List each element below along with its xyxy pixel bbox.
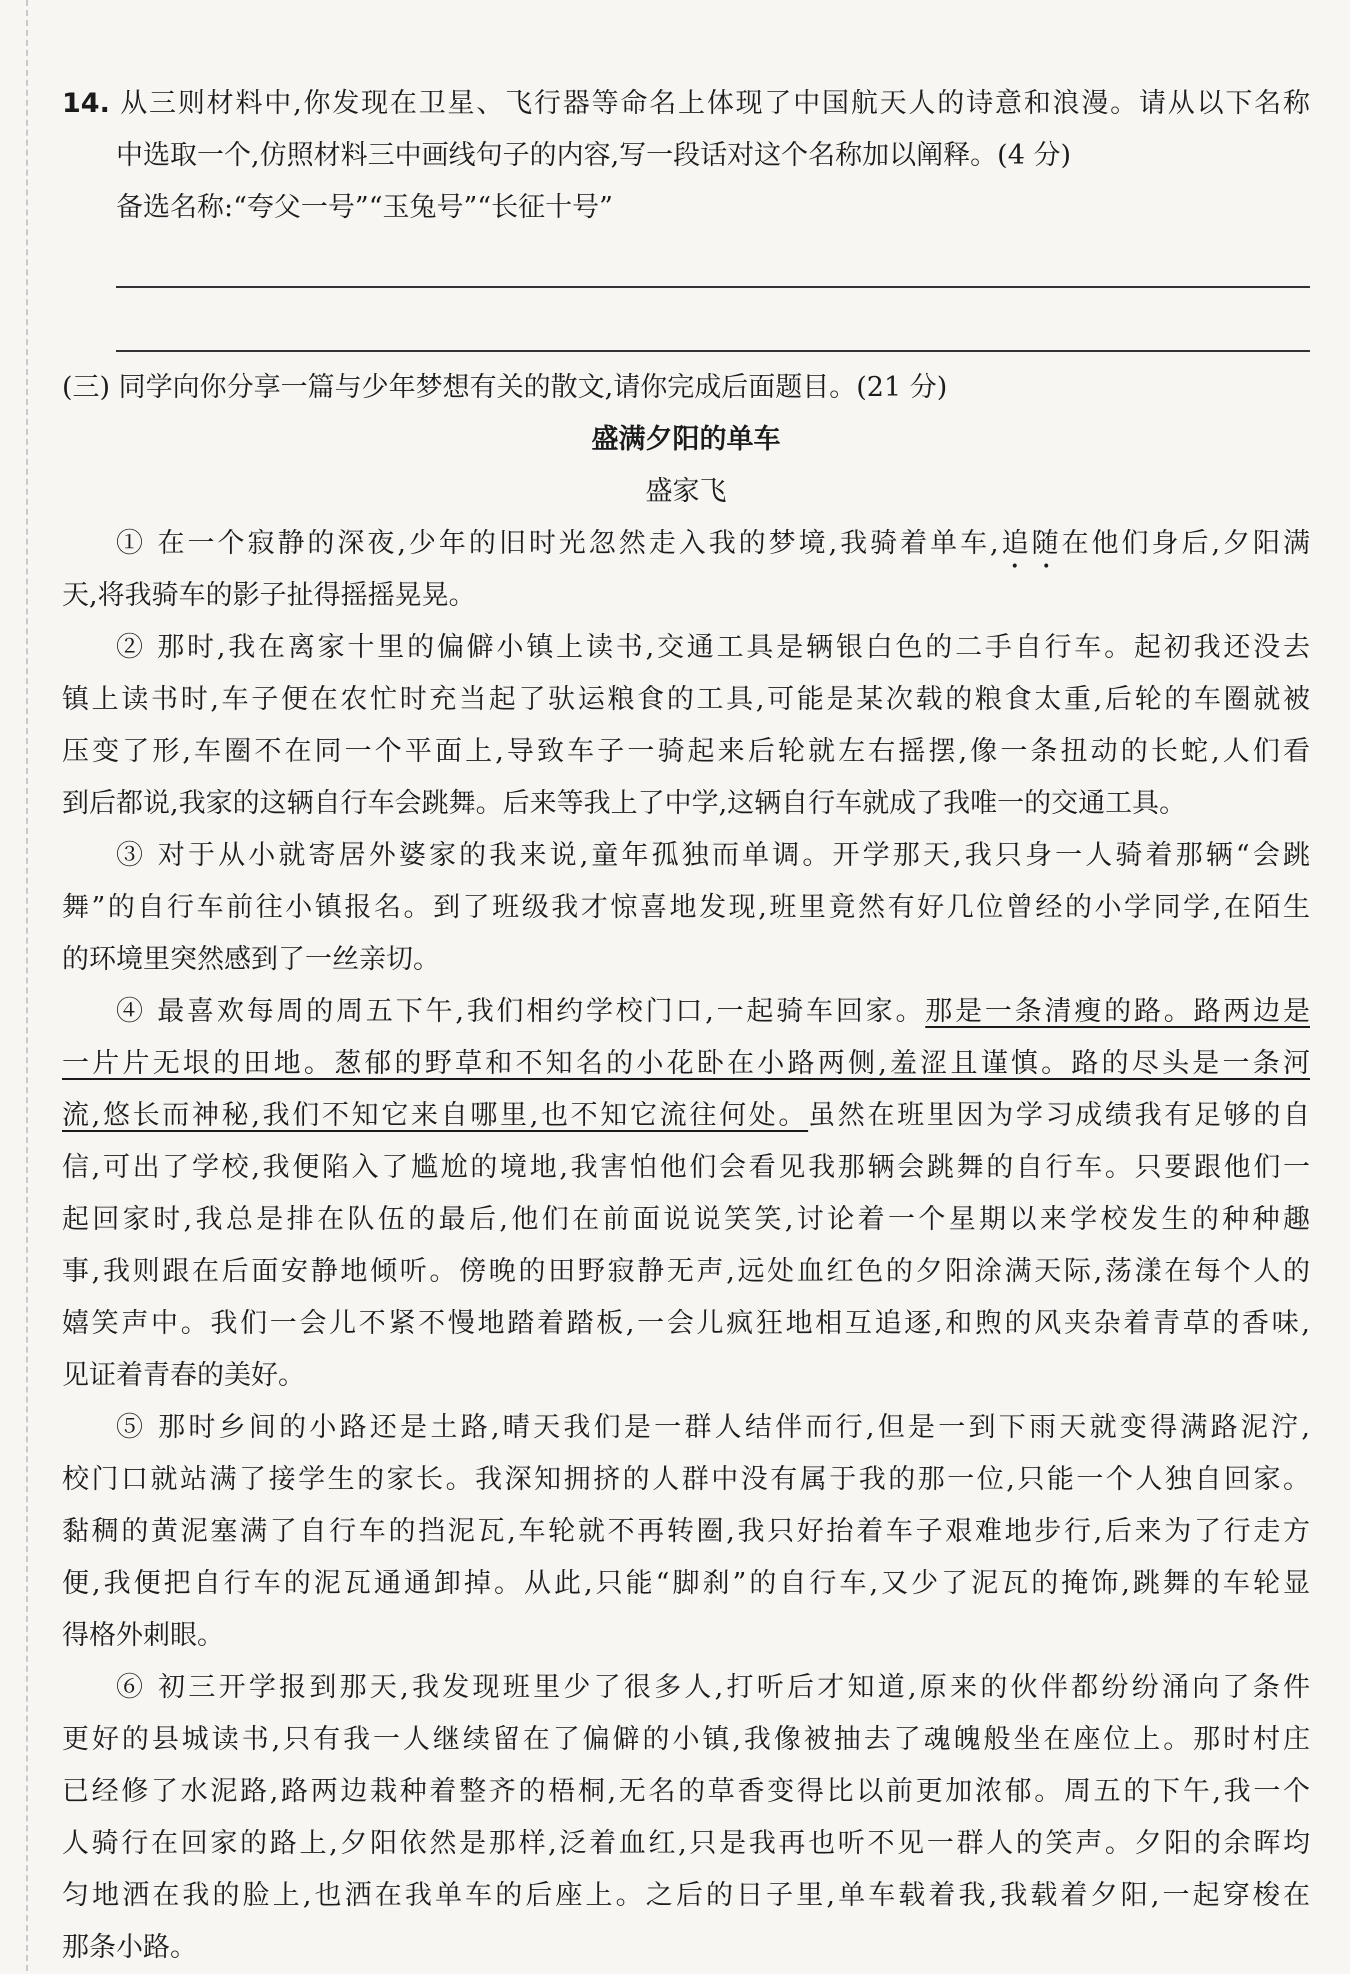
question-14-text-1: 从三则材料中,你发现在卫星、飞行器等命名上体现了中国航天人的诗意和浪漫。请从以下名称 (120, 88, 1310, 119)
paragraph-line: ⑥ 初三开学报到那天,我发现班里少了很多人,打听后才知道,原来的伙伴都纷纷涌向了条件 (116, 1672, 1310, 1703)
article-author: 盛家飞 (645, 476, 727, 507)
underlined-sentence: 那是一条清瘦的路。路两边是 (925, 996, 1310, 1027)
paragraph-line: 起回家时,我总是排在队伍的最后,他们在前面说说笑笑,讨论着一个星期以来学校发生的种种趣 (62, 1204, 1310, 1235)
paragraph-line: 人骑行在回家的路上,夕阳依然是那样,泛着血红,只是我再也听不见一群人的笑声。夕阳的余晖均 (62, 1828, 1310, 1859)
answer-line-1[interactable] (116, 234, 1310, 288)
paragraph-line: 便,我便把自行车的泥瓦通通卸掉。从此,只能“脚刹”的自行车,又少了泥瓦的掩饰,跳舞的车轮显 (62, 1568, 1310, 1599)
paragraph-line: 得格外刺眼。 (62, 1620, 224, 1651)
paragraph-4-line-1 (62, 986, 1310, 1038)
paragraph-line: 校门口就站满了接学生的家长。我深知拥挤的人群中没有属于我的那一位,只能一个人独自回家。 (62, 1464, 1310, 1495)
paragraph-line: 见证着青春的美好。 (62, 1360, 305, 1391)
paragraph-line: 黏稠的黄泥塞满了自行车的挡泥瓦,车轮就不再转圈,我只好抬着车子艰难地步行,后来为了行走方 (62, 1516, 1310, 1547)
paragraph-line: 镇上读书时,车子便在农忙时充当起了驮运粮食的工具,可能是某次载的粮食太重,后轮的车圈就被 (62, 684, 1310, 715)
text-span: 在他们身后,夕阳满 (1061, 528, 1310, 559)
question-14-options: 备选名称:“夸父一号”“玉兔号”“长征十号” (116, 192, 613, 223)
paragraph-line: 压变了形,车圈不在同一个平面上,导致车子一骑起来后轮就左右摇摆,像一条扭动的长蛇,人们看 (62, 736, 1310, 767)
paragraph-line: 到后都说,我家的这辆自行车会跳舞。后来等我上了中学,这辆自行车就成了我唯一的交通工具。 (62, 788, 1187, 819)
paragraph-line: 舞”的自行车前往小镇报名。到了班级我才惊喜地发现,班里竟然有好几位曾经的小学同学,在陌生 (62, 892, 1310, 923)
underlined-sentence: 一片片无垠的田地。葱郁的野草和不知名的小花卧在小路两侧,羞涩且谨慎。路的尽头是一条河 (62, 1048, 1310, 1079)
paragraph-line: 信,可出了学校,我便陷入了尴尬的境地,我害怕他们会看见我那辆会跳舞的自行车。只要跟他们一 (62, 1152, 1310, 1183)
paragraph-1 (62, 518, 1310, 622)
answer-line-2[interactable] (116, 298, 1310, 352)
paragraph-line: 那条小路。 (62, 1932, 197, 1963)
paragraph-line: 的环境里突然感到了一丝亲切。 (62, 944, 440, 975)
question-14-line-2: 中选取一个,仿照材料三中画线句子的内容,写一段话对这个名称加以阐释。(4 分) (116, 140, 1071, 171)
paragraph-4-line-2 (62, 1038, 1310, 1090)
article (62, 414, 1310, 1974)
underlined-sentence: 流,悠长而神秘,我们不知它来自哪里,也不知它流往何处。 (62, 1100, 809, 1131)
question-number: 14. (62, 88, 110, 119)
paragraph-line: ② 那时,我在离家十里的偏僻小镇上读书,交通工具是辆银白色的二手自行车。起初我还没去 (116, 632, 1310, 663)
question-14 (62, 78, 1310, 352)
paragraph-1-line-1 (62, 518, 1310, 570)
question-14-line-1 (62, 78, 1310, 130)
paragraph-5 (62, 1402, 1310, 1662)
paragraph-line: ③ 对于从小就寄居外婆家的我来说,童年孤独而单调。开学那天,我只身一人骑着那辆“会跳 (116, 840, 1310, 871)
paragraph-line: 匀地洒在我的脸上,也洒在我单车的后座上。之后的日子里,单车载着我,我载着夕阳,一起穿梭在 (62, 1880, 1310, 1911)
text-span: 虽然在班里因为学习成绩我有足够的自 (808, 1100, 1310, 1131)
text-span: ① 在一个寂静的深夜,少年的旧时光忽然走入我的梦境,我骑着单车, (116, 528, 999, 559)
paragraph-line: 已经修了水泥路,路两边栽种着整齐的梧桐,无名的草香变得比以前更加浓郁。周五的下午,我一个 (62, 1776, 1310, 1807)
section-3-heading: (三) 同学向你分享一篇与少年梦想有关的散文,请你完成后面题目。(21 分) (62, 372, 948, 403)
paragraph-1-line-2: 天,将我骑车的影子扯得摇摇晃晃。 (62, 580, 476, 611)
paragraph-line: ⑤ 那时乡间的小路还是土路,晴天我们是一群人结伴而行,但是一到下雨天就变得满路泥泞, (116, 1412, 1310, 1443)
text-span: ④ 最喜欢每周的周五下午,我们相约学校门口,一起骑车回家。 (116, 996, 926, 1027)
paragraph-4-line-3 (62, 1090, 1310, 1142)
article-title: 盛满夕阳的单车 (591, 424, 781, 455)
paragraph-line: 嬉笑声中。我们一会儿不紧不慢地踏着踏板,一会儿疯狂地相互追逐,和煦的风夹杂着青草的香味, (62, 1308, 1310, 1339)
page-content (62, 78, 1310, 1974)
emphasized-word: 追随 (998, 528, 1062, 559)
paragraph-2 (62, 622, 1310, 830)
paragraph-line: 更好的县城读书,只有我一人继续留在了偏僻的小镇,我像被抽去了魂魄般坐在座位上。那时村庄 (62, 1724, 1310, 1755)
paragraph-3 (62, 830, 1310, 986)
paragraph-4 (62, 986, 1310, 1402)
paragraph-line: 事,我则跟在后面安静地倾听。傍晚的田野寂静无声,远处血红色的夕阳涂满天际,荡漾在每个人的 (62, 1256, 1310, 1287)
paragraph-6 (62, 1662, 1310, 1974)
binding-margin-line (26, 0, 28, 1971)
